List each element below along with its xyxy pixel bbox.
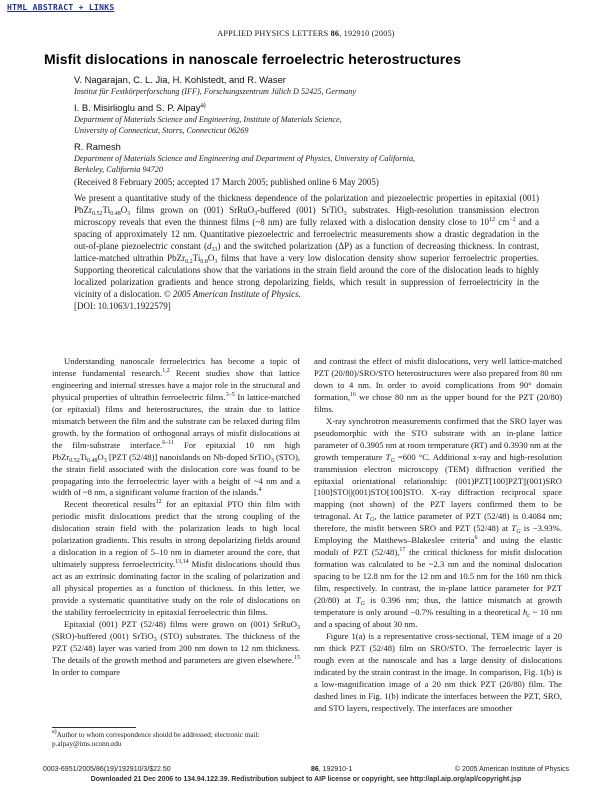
running-head xyxy=(0,29,612,38)
article-title: Misfit dislocations in nanoscale ferroelectric heterostructures xyxy=(44,51,462,67)
author-names xyxy=(74,102,544,114)
body-column-left xyxy=(52,356,300,679)
body-column-right xyxy=(314,356,562,715)
footer-copyright: © 2005 American Institute of Physics xyxy=(454,766,569,773)
paragraph: Figure 1(a) is a representative cross-sectional, TEM image of a 20 nm thick PZT (52/48) film on SRO/STO. The ferroelectric layer is rough even at the nanoscale and has a large density of dislocations indicated by the strain contrast in the image. In comparison, Fig. 1(b) is a low-magnification image of a 20 nm thick PZT (20/80) film. The dashed lines in Fig. 1(b) indicate the interfaces between the PZT, SRO, and STO layers, respectively. The interfaces are smoother xyxy=(314,630,562,713)
journal-page-year: , 192910 (2005) xyxy=(339,29,395,38)
html-abstract-links[interactable]: HTML ABSTRACT + LINKS xyxy=(7,3,115,12)
footnote-mark: a) xyxy=(200,103,206,109)
paragraph: Understanding nanoscale ferroelectrics has become a topic of intense fundamental research.$^{1,2}$ Recent studies show that lattice engineering and internal stresses have a major role in the structural and physical properties of ultrathin ferroelectric films.$^{3-5}$ In lattice-matched (or epitaxial) films and heterostructures, the strain due to lattice mismatch between the film and the substrate can be relaxed during film growth. by the formation of orthogonal arrays of misfit dislocations at the film-substrate interface.$^{6-11}$ For epitaxial 10 nm high $PbZr_{0.52}Ti_{0.48}O_3$ [PZT (52/48)] nanoislands on Nb-doped SrTiO$_3$ (STO), the strain field associated with the dislocation core was found to be propagating into the ferroelectric layer with a height of ~4 nm and a width of ~8 nm, a significant volume fraction of the islands.$^4$ xyxy=(52,356,301,498)
page-number: 86, 192910-1 xyxy=(311,766,353,773)
author-names: R. Ramesh xyxy=(74,141,121,152)
download-notice: Downloaded 21 Dec 2006 to 134.94.122.39. Redistribution subject to AIP license or copyright, see http://apl.aip.org/apl/copyright.jsp xyxy=(90,776,522,783)
doi[interactable]: [DOI: 10.1063/1.1922579] xyxy=(74,301,171,311)
author-affiliation: Institut für Festkörperforschung (IFF), Forschungszentrum Jülich D 52425, Germany xyxy=(74,87,356,96)
footnote xyxy=(52,731,300,749)
abstract: We present a quantitative study of the thickness dependence of the polarization and piezoelectric properties in epitaxial (001) $PbZr_{0.52}Ti_{0.48}O_3$ films grown on (001) SrRuO$_3$-buffered (001) SrTiO$_3$ substrates. High-resolution transmission electron microscopy reveals that even the thinnest films (~8 nm) are fully relaxed with a dislocation density close to $10^{12}$ $cm^{-2}$ and a spacing of approximately 12 nm. Quantitative piezoelectric and ferroelectric measurements show a drastic degradation in the out-of-plane piezoelectric constant $(d_{33})$ and the switched polarization (ΔP) as a function of decreasing thickness. In contrast, lattice-matched ultrathin $PbZr_{0.2}Ti_{0.8}O_3$ films that have a very low dislocation density show superior ferroelectric properties. Supporting theoretical calculations show that the variations in the strain field around the core of the dislocation leads to highly localized polarization gradients and hence strong depolarizing fields, which result in suppression of ferroelectricity in the vicinity of a dislocation. © 2005 American Institute of Physics. [DOI: 10.1063/1.1922579] xyxy=(74,193,539,311)
journal-volume: 86 xyxy=(330,29,340,38)
journal-name: APPLIED PHYSICS LETTERS xyxy=(217,29,329,38)
author-affiliation: Department of Materials Science and Engineering, Institute of Materials Science, xyxy=(74,115,342,124)
author-affiliation: Department of Materials Science and Engineering and Department of Physics, University of California, xyxy=(74,154,416,163)
author-block-1 xyxy=(74,74,544,97)
paragraph: X-ray synchrotron measurements confirmed that the SRO layer was pseudomorphic with the STO substrate with an in-plane lattice parameter of 0.3905 nm at room temperature (RT) and 0.3930 nm at the growth temperature $T_G =600$ °C. Additional x-ray and high-resolution transmission electron microscopy (TEM) diffraction verified the epitaxial orientational relationship: (001)PZT[100]PZT||(001)SRO [100]STO||(001)STO[100]STO. X-ray diffraction reciprocal space mapping (not shown) of the PZT layers confirmed them to be tetragonal. At $T_G$, the lattice parameter of PZT (52/48) is 0.4084 nm; therefore, the misfit between SRO and PZT (52/48) at $T_G$ is −3.93%. Employing the Matthews–Blakeslee criteria$^6$ and using the elastic moduli of PZT (52/48),$^{17}$ the critical thickness for misfit dislocation formation was calculated to be ~2.3 nm and the nominal dislocation spacing to be 12.8 nm for the 12 nm and 10.5 nm for the 160 nm thick film, respectively. In contrast, the in-plane lattice parameter for PZT (20/80) at $T_G$ is 0.396 nm; thus, the lattice mismatch at growth temperature is only around −0.7% resulting in a theoretical $h_c$ ~ 10 nm and a spacing of about 30 nm. xyxy=(314,415,563,629)
footnote-text: Author to whom correspondence should be addressed; electronic mail: p.alpay@ims.uconn.edu xyxy=(52,731,260,748)
received-dates: (Received 8 February 2005; accepted 17 March 2005; published online 6 May 2005) xyxy=(74,177,379,187)
footnote-divider xyxy=(52,727,136,728)
paragraph: and contrast the effect of misfit dislocations, very well lattice-matched PZT (20/80)/SRO/STO heterostructures were also prepared from 80 nm down to 4 nm. In order to avoid complications from 90° domain formation,$^{16}$ we chose 80 nm as the upper bound for the PZT (20/80) films. xyxy=(314,356,562,414)
author-names-text: I. B. Misirlioglu and S. P. Alpay xyxy=(74,102,201,113)
author-names: V. Nagarajan, C. L. Jia, H. Kohlstedt, and R. Waser xyxy=(74,74,286,85)
paragraph: Recent theoretical results$^{12}$ for an epitaxial PTO thin film with periodic misfit dislocations predict that the strong coupling of the dislocation strain field with the polarization leads to high local polarization gradients. This results in strong depolarizing fields around a dislocation in a region of 5–10 nm in diameter around the core, that ultimately suppress ferroelectricity.$^{13,14}$ Misfit dislocations should thus act as an extrinsic dominating factor in the scaling of polarization and all physical properties as a function of thickness. In this letter, we provide a systematic quantitative study on the role of dislocations on the stability ferroelectricity in epitaxial ferroelectric thin films. xyxy=(52,499,301,618)
author-affiliation: University of Connecticut, Storrs, Connecticut 06269 xyxy=(74,126,249,135)
footnote-mark: a) xyxy=(52,729,57,735)
paragraph: Epitaxial (001) PZT (52/48) films were grown on (001) SrRuO$_3$ (SRO)-buffered (001) SrTiO$_3$ (STO) substrates. The thickness of the PZT (52/48) layer was varied from 200 nm down to 12 nm thickness. The details of the growth method and parameters are given elsewhere.$^{15}$ In order to compare xyxy=(52,618,300,677)
article-code: 0003-6951/2005/86(19)/192910/3/$22.50 xyxy=(43,766,171,773)
author-block-3 xyxy=(74,141,544,175)
author-affiliation: Berkeley, California 94720 xyxy=(74,165,163,174)
copyright-notice: © 2005 American Institute of Physics. xyxy=(163,289,301,299)
author-block-2 xyxy=(74,102,544,136)
